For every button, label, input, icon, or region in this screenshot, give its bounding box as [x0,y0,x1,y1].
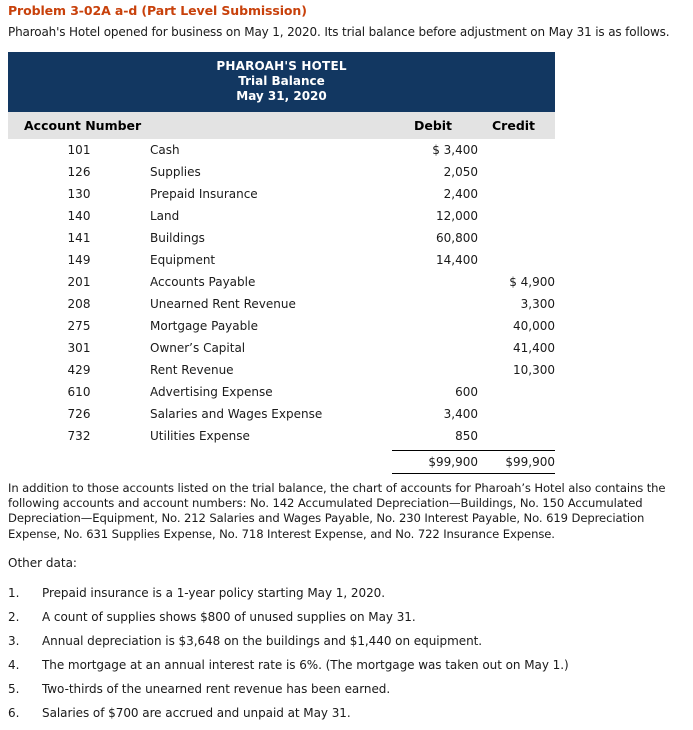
cell-credit [478,249,555,271]
table-totals-row [8,451,555,474]
cell-credit: 10,300 [513,363,556,377]
cell-account-number: 301 [67,341,91,355]
table-row [8,271,555,293]
list-item-text: The mortgage at an annual interest rate is 6%. (The mortgage was taken out on May 1.) [42,658,569,672]
cell-debit [392,359,478,381]
trial-balance-table [8,52,555,474]
cell-credit [478,403,555,425]
table-row [8,359,555,381]
cell-account-number: 149 [67,253,91,267]
table-row [8,227,555,249]
table-row [8,161,555,183]
cell-account-name: Equipment [150,253,216,267]
cell-credit [478,183,555,205]
list-item [8,682,684,696]
table-row [8,337,555,359]
cell-account-number: 208 [67,297,91,311]
cell-credit [478,425,555,447]
cell-account-number: 130 [67,187,91,201]
cell-account-number: 275 [67,319,91,333]
cell-account-name: Accounts Payable [150,275,256,289]
list-item-text: Salaries of $700 are accrued and unpaid at May 31. [42,706,351,720]
list-item-marker: 1. [8,586,20,600]
totals-credit: $99,900 [478,451,555,474]
addendum-paragraph: In addition to those accounts listed on the trial balance, the chart of accounts for Pharoah’s Hotel also contains the following accounts and account numbers: No. 142 Accumulated Depreciation—Buildings, No. 150 Accumulated Depreciation—Equipment, No. 212 Salaries and Wages Payable, No. 230 Interest Payable, No. 619 Depreciation Expense, No. 631 Supplies Expense, No. 718 Interest Expense, and No. 722 Insurance Expense. [8,481,666,541]
cell-credit [478,139,555,161]
cell-credit [478,205,555,227]
totals-blank-cell [150,451,392,474]
list-item-marker: 6. [8,706,20,720]
table-row [8,139,555,161]
totals-blank-cell [8,451,150,474]
cell-account-number: 429 [67,363,91,377]
cell-debit: $ 3,400 [432,143,478,157]
cell-account-name: Prepaid Insurance [150,187,258,201]
statement-name: Trial Balance [238,74,325,88]
cell-account-name: Advertising Expense [150,385,273,399]
list-item [8,586,684,600]
column-header-debit: Debit [392,112,478,139]
cell-debit [392,293,478,315]
cell-debit: 2,400 [443,187,478,201]
list-item-text: Two-thirds of the unearned rent revenue has been earned. [42,682,391,696]
list-item-text: Annual depreciation is $3,648 on the buildings and $1,440 on equipment. [42,634,483,648]
cell-account-name: Land [150,209,180,223]
list-item-text: Prepaid insurance is a 1-year policy starting May 1, 2020. [42,586,386,600]
list-item-marker: 3. [8,634,20,648]
list-item-marker: 5. [8,682,20,696]
totals-debit: $99,900 [392,451,478,474]
cell-credit: 40,000 [513,319,556,333]
company-name: PHAROAH'S HOTEL [216,59,347,73]
cell-credit: $ 4,900 [509,275,556,289]
cell-account-number: 140 [67,209,91,223]
cell-debit: 14,400 [436,253,478,267]
table-row [8,315,555,337]
list-item-marker: 4. [8,658,20,672]
cell-credit [478,381,555,403]
trial-balance-table-wrapper [8,52,555,474]
table-row [8,425,555,447]
other-data-label: Other data: [8,556,77,570]
other-data-list [8,586,684,730]
cell-account-number: 101 [67,143,91,157]
cell-account-number: 726 [67,407,91,421]
cell-account-number: 201 [67,275,91,289]
cell-debit: 2,050 [443,165,478,179]
trial-balance-body [8,139,555,474]
intro-paragraph: Pharoah's Hotel opened for business on May 1, 2020. Its trial balance before adjustment on May 31 is as follows. [8,25,670,39]
cell-account-name: Utilities Expense [150,429,250,443]
cell-credit: 3,300 [520,297,556,311]
cell-account-number: 732 [67,429,91,443]
cell-debit: 60,800 [436,231,478,245]
cell-account-number: 126 [67,165,91,179]
cell-account-name: Unearned Rent Revenue [150,297,296,311]
cell-account-number: 610 [67,385,91,399]
cell-account-name: Buildings [150,231,205,245]
cell-account-name: Cash [150,143,180,157]
table-row [8,205,555,227]
cell-account-name: Supplies [150,165,201,179]
column-header-credit: Credit [478,112,555,139]
cell-account-name: Mortgage Payable [150,319,258,333]
list-item-text: A count of supplies shows $800 of unused supplies on May 31. [42,610,416,624]
cell-debit [392,271,478,293]
table-row [8,183,555,205]
page-title: Problem 3-02A a-d (Part Level Submission) [8,3,307,18]
cell-account-name: Rent Revenue [150,363,234,377]
list-item [8,610,684,624]
table-column-headers [8,112,555,139]
cell-credit [478,227,555,249]
cell-debit [392,315,478,337]
table-title-band [8,52,555,112]
cell-debit: 3,400 [443,407,478,421]
cell-account-name: Salaries and Wages Expense [150,407,323,421]
cell-credit [478,161,555,183]
cell-debit [392,337,478,359]
cell-account-name: Owner’s Capital [150,341,246,355]
statement-date: May 31, 2020 [236,89,327,103]
table-row [8,293,555,315]
list-item-marker: 2. [8,610,20,624]
table-row [8,249,555,271]
cell-debit: 12,000 [436,209,478,223]
cell-account-number: 141 [67,231,91,245]
cell-debit: 600 [455,385,478,399]
cell-debit: 850 [455,429,478,443]
cell-credit: 41,400 [513,341,556,355]
table-row [8,403,555,425]
list-item [8,658,684,672]
table-row [8,381,555,403]
column-header-account-number: Account Number [8,112,392,139]
list-item [8,706,684,720]
list-item [8,634,684,648]
